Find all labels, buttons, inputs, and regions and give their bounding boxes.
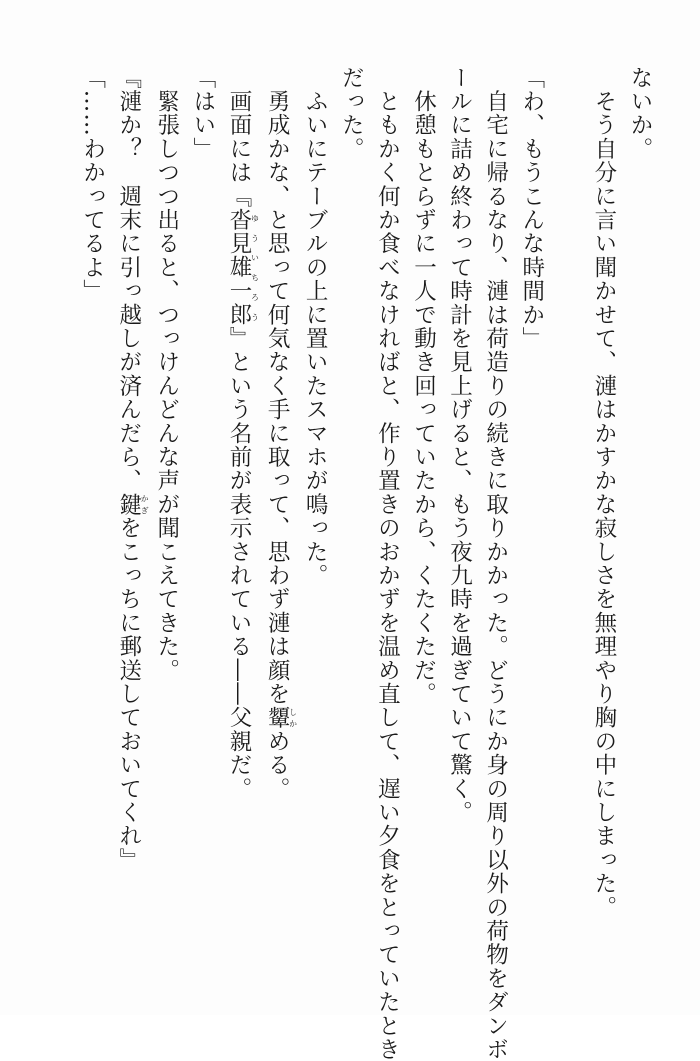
text-line: 休憩もとらずに一人で動き回っていたから、くたくただ。 — [410, 66, 437, 706]
text-line: 緊張しつつ出ると、つっけんどんな声が聞こえてきた。 — [153, 66, 180, 683]
text-line: ふいにテーブルの上に置いたスマホが鳴った。 — [302, 66, 329, 588]
text-line-with-ruby — [259, 66, 297, 966]
vertical-text-body — [18, 66, 658, 1061]
dialogue-line-with-ruby — [111, 66, 149, 966]
ruby-base: 顰 — [264, 705, 291, 730]
text-segment: 』という名前が表示されている――父親だ。 — [225, 326, 252, 801]
dialogue-line: 「はい」 — [189, 66, 216, 161]
text-segment: 勇成かな、と思って何気なく手に取って、思わず漣は顔を — [264, 66, 291, 706]
ruby-reading: かぎ — [140, 492, 150, 517]
text-line: だった。 — [338, 66, 365, 161]
text-line: 自宅に帰るなり、漣は荷造りの続きに取りかかった。どうにか身の周り以外の荷物をダンボ — [482, 66, 509, 1061]
text-segment: をこっちに郵送しておいてくれ』 — [115, 516, 142, 872]
text-segment: 『漣か？ 週末に引っ越しが済んだら、 — [115, 66, 142, 493]
ruby-base: 鍵 — [115, 492, 142, 517]
dialogue-line: 「わ、もうこんな時間か」 — [518, 66, 545, 351]
ruby-reading: しか — [288, 705, 298, 730]
text-line: ないか。 — [627, 66, 653, 161]
text-line: ともかく何か食べなければと、作り置きのおかずを温め直して、遅い夕食をとっていたとき — [374, 66, 401, 1061]
ruby-base: 沓見雄一郎 — [225, 208, 252, 327]
text-segment: 画面には『 — [225, 66, 252, 209]
ruby-annotation — [115, 492, 150, 517]
text-line: そう自分に言い聞かせて、漣はかすかな寂しさを無理やり胸の中にしまった。 — [590, 66, 617, 920]
blank-line — [550, 66, 586, 966]
text-segment: める。 — [264, 729, 291, 801]
ruby-reading: ゆういちろう — [250, 208, 260, 327]
text-line-with-ruby — [221, 66, 259, 966]
dialogue-line: 「……わかってるよ」 — [79, 66, 106, 303]
ruby-annotation — [225, 208, 260, 327]
ruby-annotation — [264, 705, 298, 730]
text-line: ールに詰め終わって時計を見上げると、もう夜九時を過ぎていて驚く。 — [446, 66, 473, 825]
